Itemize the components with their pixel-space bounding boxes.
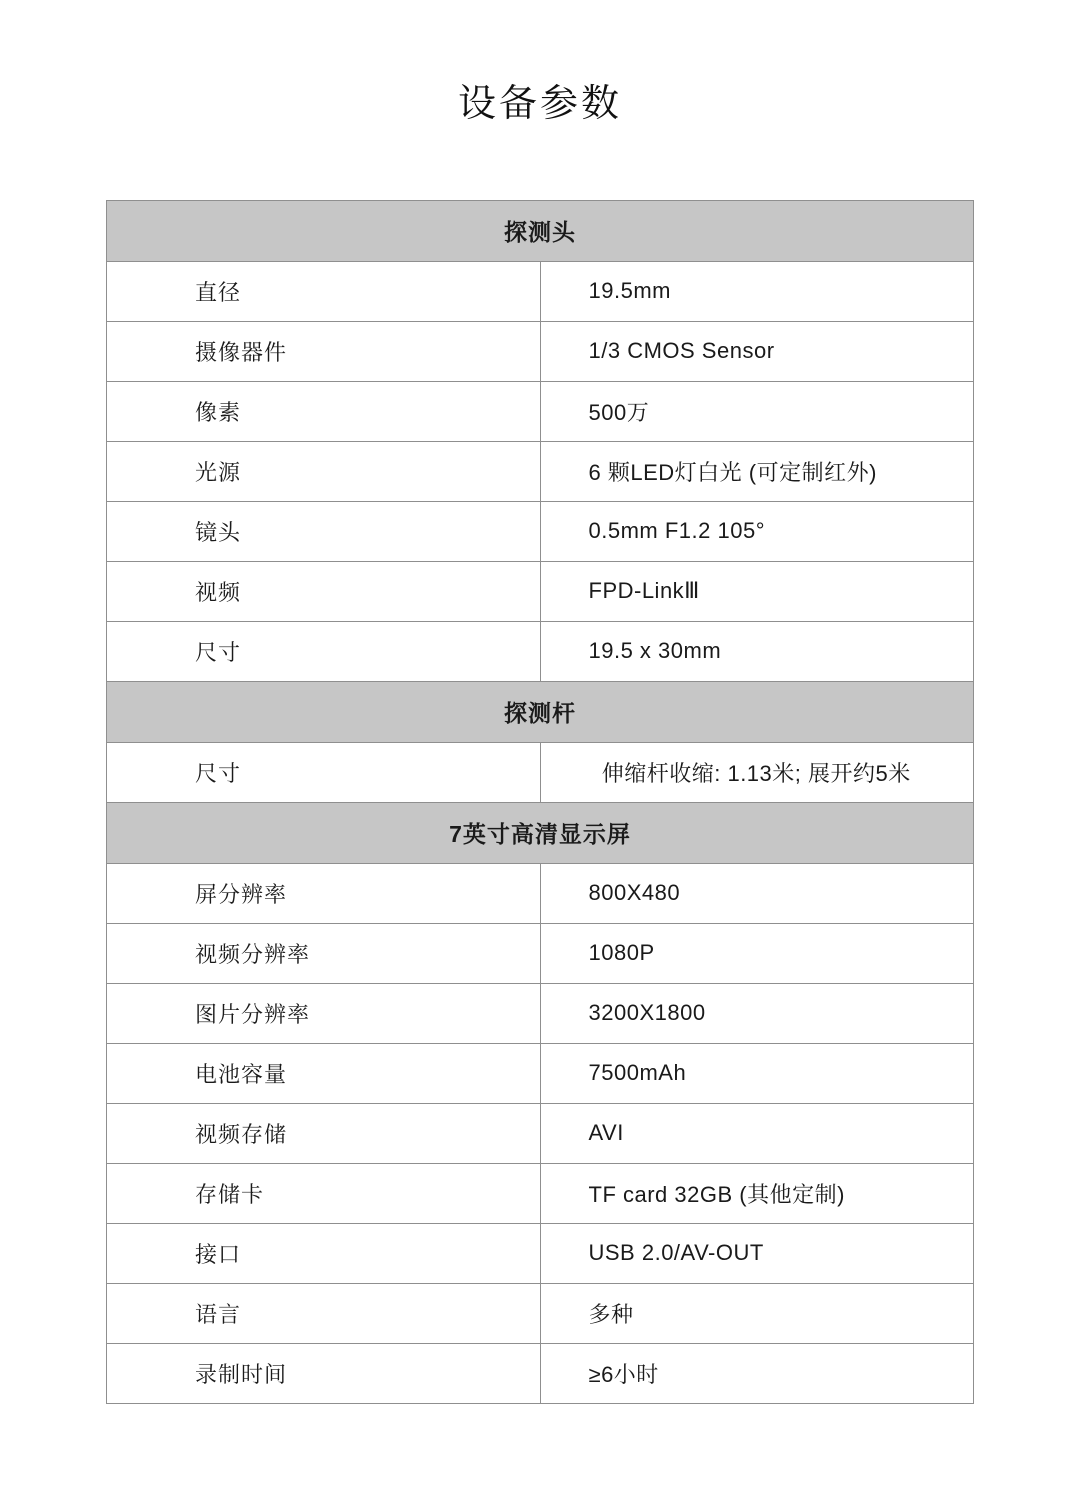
spec-value-cell: 19.5mm [540,261,974,321]
spec-label-cell: 存储卡 [107,1163,541,1223]
device-spec-table [106,200,974,1404]
spec-value-cell: USB 2.0/AV-OUT [540,1223,974,1283]
spec-value-cell: 6 颗LED灯白光 (可定制红外) [540,441,974,501]
spec-value-cell: 3200X1800 [540,983,974,1043]
spec-value-cell: 1080P [540,923,974,983]
spec-label-cell: 摄像器件 [107,321,541,381]
spec-label-cell: 像素 [107,381,541,441]
spec-value-cell: AVI [540,1103,974,1163]
section-header-label: 探测杆 [107,681,974,742]
table-row [107,1283,974,1343]
table-row [107,923,974,983]
spec-label-cell: 直径 [107,261,541,321]
spec-label-cell: 屏分辨率 [107,863,541,923]
section-header-label: 7英寸高清显示屏 [107,802,974,863]
table-section-header-row [107,681,974,742]
spec-value-cell: 1/3 CMOS Sensor [540,321,974,381]
spec-value-cell: 伸缩杆收缩: 1.13米; 展开约5米 [540,742,974,802]
spec-label-cell: 尺寸 [107,621,541,681]
spec-label-cell: 镜头 [107,501,541,561]
spec-label-cell: 录制时间 [107,1343,541,1403]
table-row [107,501,974,561]
spec-label-cell: 视频 [107,561,541,621]
spec-value-cell: ≥6小时 [540,1343,974,1403]
spec-value-cell: 7500mAh [540,1043,974,1103]
spec-label-cell: 视频分辨率 [107,923,541,983]
spec-value-cell: 19.5 x 30mm [540,621,974,681]
spec-label-cell: 光源 [107,441,541,501]
page-title: 设备参数 [457,83,622,125]
table-row [107,381,974,441]
spec-value-cell: FPD-LinkⅢ [540,561,974,621]
table-row [107,863,974,923]
spec-value-cell: 0.5mm F1.2 105° [540,501,974,561]
section-header-label: 探测头 [107,200,974,261]
table-row [107,441,974,501]
spec-label-cell: 语言 [107,1283,541,1343]
table-row [107,261,974,321]
table-row [107,621,974,681]
table-section-header-row [107,802,974,863]
spec-label-cell: 接口 [107,1223,541,1283]
table-row [107,742,974,802]
table-row [107,321,974,381]
spec-value-cell: 500万 [540,381,974,441]
spec-label-cell: 图片分辨率 [107,983,541,1043]
spec-label-cell: 尺寸 [107,742,541,802]
spec-table-container [106,128,974,1404]
table-row [107,983,974,1043]
table-row [107,1343,974,1403]
table-row [107,1163,974,1223]
spec-value-cell: 800X480 [540,863,974,923]
spec-label-cell: 电池容量 [107,1043,541,1103]
table-section-header-row [107,200,974,261]
spec-label-cell: 视频存储 [107,1103,541,1163]
table-row [107,1103,974,1163]
spec-value-cell: TF card 32GB (其他定制) [540,1163,974,1223]
table-row [107,1043,974,1103]
table-row [107,561,974,621]
table-row [107,1223,974,1283]
spec-value-cell: 多种 [540,1283,974,1343]
